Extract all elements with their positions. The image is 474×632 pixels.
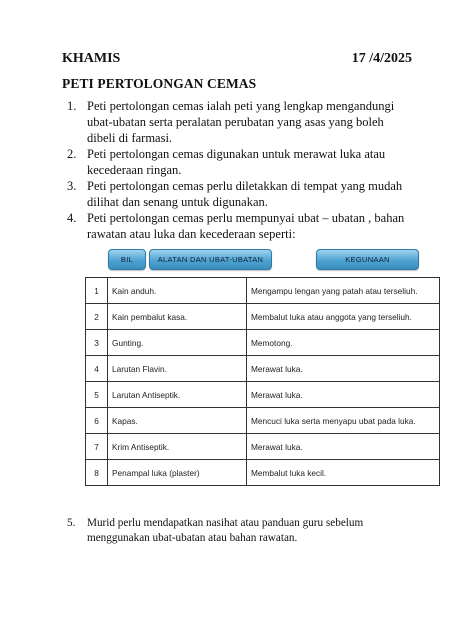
list-text: Murid perlu mendapatkan nasihat atau panduan guru sebelum menggunakan ubat-ubatan atau bahan rawatan. — [87, 517, 364, 544]
use-cell: Membalut luka atau anggota yang terseliuh. — [247, 304, 440, 330]
table-row — [86, 382, 440, 408]
list-number: 3. — [67, 179, 77, 193]
row-number: 3 — [86, 330, 108, 356]
first-aid-table — [85, 277, 440, 486]
document-header — [62, 51, 412, 67]
list-number: 5. — [67, 517, 76, 529]
use-cell: Merawat luka. — [247, 356, 440, 382]
list-item — [62, 98, 412, 146]
table-row — [86, 408, 440, 434]
row-number: 2 — [86, 304, 108, 330]
item-cell: Kapas. — [108, 408, 247, 434]
bil-header-button: BIL — [108, 249, 146, 270]
use-cell: Mengampu lengan yang patah atau terseliuh. — [247, 278, 440, 304]
table-row — [86, 304, 440, 330]
item-header-button: ALATAN DAN UBAT-UBATAN — [149, 249, 272, 270]
item-cell: Larutan Antiseptik. — [108, 382, 247, 408]
use-cell: Merawat luka. — [247, 434, 440, 460]
list-number: 4. — [67, 211, 77, 225]
use-cell: Mencuci luka serta menyapu ubat pada luka. — [247, 408, 440, 434]
use-cell: Membalut luka kecil. — [247, 460, 440, 486]
item-cell: Larutan Flavin. — [108, 356, 247, 382]
list-item — [62, 516, 412, 546]
day-label: KHAMIS — [62, 51, 121, 66]
list-text: Peti pertolongan cemas digunakan untuk merawat luka atau kecederaan ringan. — [87, 147, 386, 177]
table-row — [86, 330, 440, 356]
list-text: Peti pertolongan cemas perlu mempunyai ubat – ubatan , bahan rawatan atau luka dan kecederaan seperti: — [87, 211, 405, 241]
row-number: 7 — [86, 434, 108, 460]
table-row — [86, 356, 440, 382]
page-title: PETI PERTOLONGAN CEMAS — [62, 76, 257, 91]
list-text: Peti pertolongan cemas perlu diletakkan di tempat yang mudah dilihat dan senang untuk digunakan. — [87, 179, 403, 209]
row-number: 1 — [86, 278, 108, 304]
list-number: 2. — [67, 147, 77, 161]
table-row — [86, 434, 440, 460]
row-number: 4 — [86, 356, 108, 382]
item-cell: Kain pembalut kasa. — [108, 304, 247, 330]
table-header-bar — [108, 249, 418, 269]
item-cell: Gunting. — [108, 330, 247, 356]
use-cell: Merawat luka. — [247, 382, 440, 408]
list-item — [62, 210, 412, 242]
list-number: 1. — [67, 99, 77, 113]
list-text: Peti pertolongan cemas ialah peti yang lengkap mengandungi ubat-ubatan serta peralatan perubatan yang asas yang boleh dibeli di farmasi. — [87, 99, 395, 145]
use-cell: Memotong. — [247, 330, 440, 356]
table-row — [86, 460, 440, 486]
date-label: 17 /4/2025 — [351, 51, 412, 66]
row-number: 5 — [86, 382, 108, 408]
row-number: 6 — [86, 408, 108, 434]
list-item — [62, 178, 412, 210]
use-header-button: KEGUNAAN — [316, 249, 419, 270]
table-row — [86, 278, 440, 304]
row-number: 8 — [86, 460, 108, 486]
item-cell: Krim Antiseptik. — [108, 434, 247, 460]
list-item — [62, 146, 412, 178]
item-cell: Kain anduh. — [108, 278, 247, 304]
item-cell: Penampal luka (plaster) — [108, 460, 247, 486]
points-list — [62, 98, 412, 242]
